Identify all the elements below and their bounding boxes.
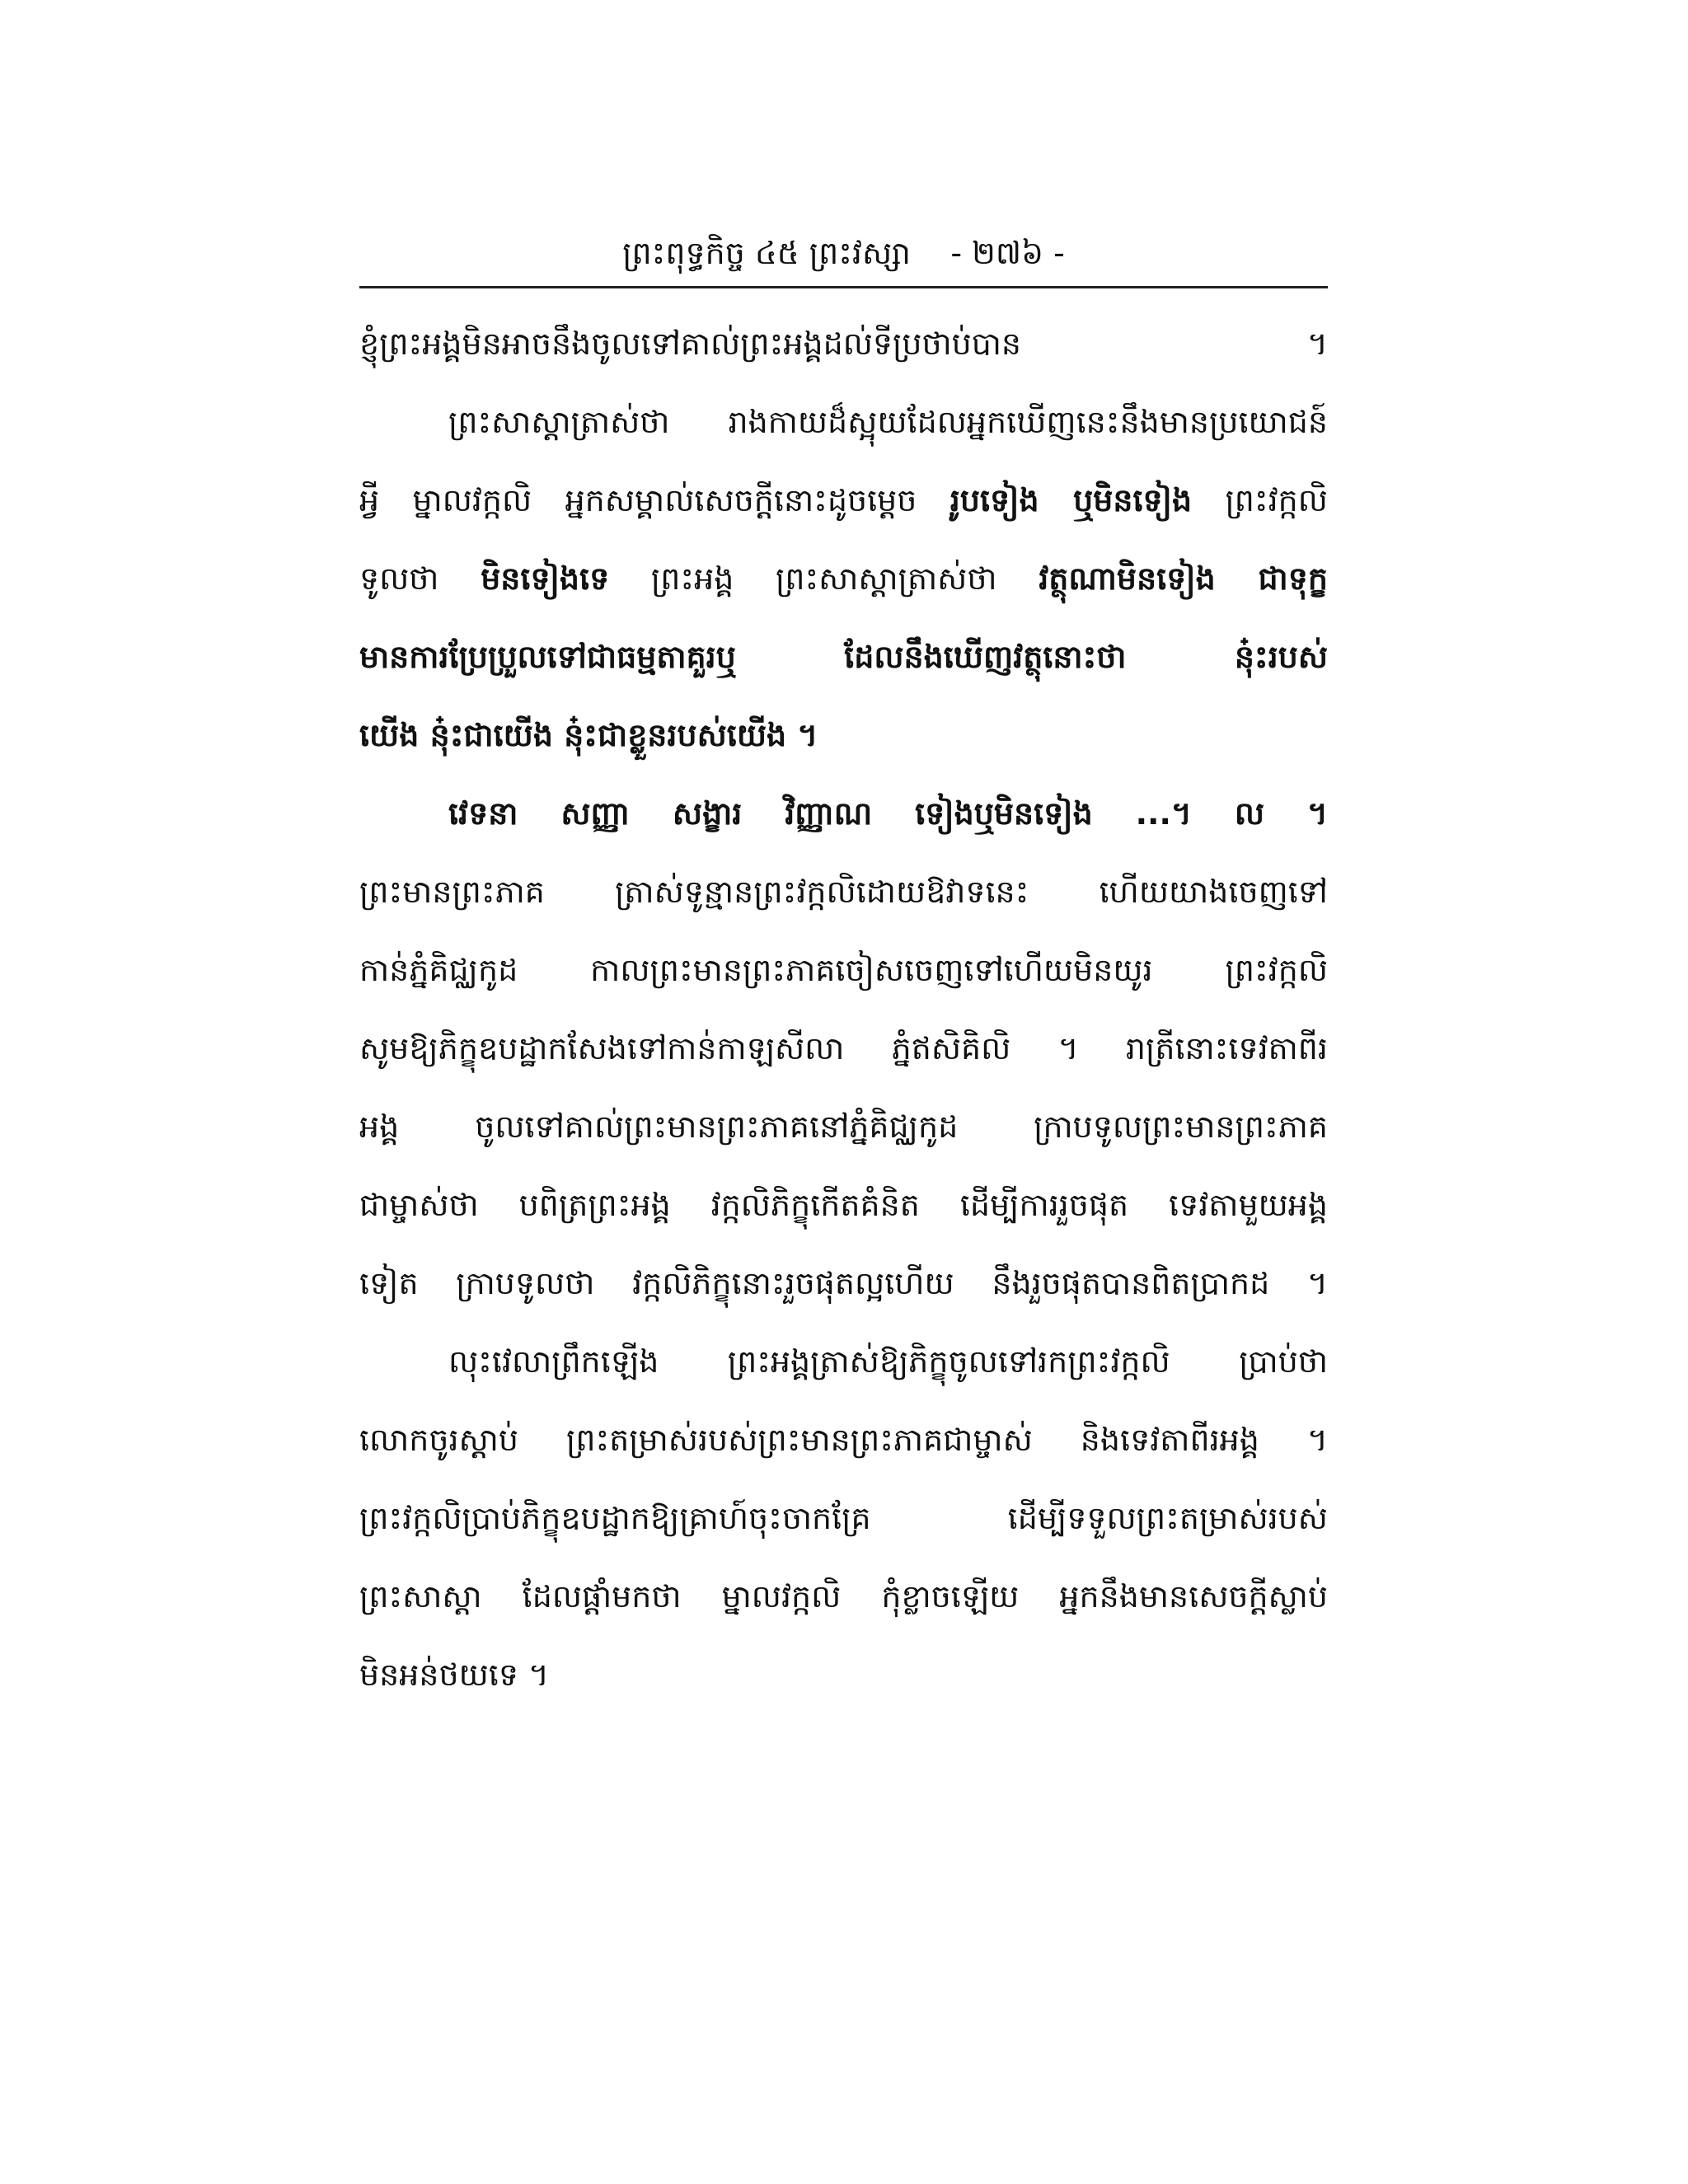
text-line [359,618,1328,696]
bold-text-segment: យើង នុ៎ះជាយើង នុ៎ះជាខ្លួនរបស់យើង ។ [359,717,818,753]
text-line [359,1088,1328,1166]
text-segment: ព្រះអង្គ ព្រះសាស្តាត្រាស់ថា [609,560,1039,597]
text-segment: លោកចូរស្តាប់ ព្រះតម្រាស់របស់ព្រះមានព្រះភាគជាម្ចាស់ និងទេវតាពីរអង្គ ។ [359,1422,1328,1458]
text-line [359,1636,1328,1714]
text-line [359,696,1328,775]
text-line [359,1244,1328,1323]
text-line [359,1166,1328,1244]
bold-text-segment: រូបទៀង ឬមិនទៀង [950,482,1193,518]
bold-text-segment: មានការប្រែប្រួលទៅជាធម្មតាគួរឬ ដែលនឹងឃើញវត្ថុនោះថា នុ៎ះរបស់ [359,639,1328,675]
text-segment: ព្រះមានព្រះភាគ ត្រាស់ទូន្មានព្រះវក្កលិដោយឱវាទនេះ ហើយយាងចេញទៅ [359,874,1328,910]
text-line [359,931,1328,1010]
text-line [359,305,1328,383]
text-line [359,1401,1328,1479]
text-segment: អ្វី ម្នាលវក្កលិ អ្នកសម្គាល់សេចក្តីនោះដូចម្តេច [359,482,950,518]
text-segment: អង្គ ចូលទៅគាល់ព្រះមានព្រះភាគនៅភ្នំគិជ្ឈកូដ ក្រាបទូលព្រះមានព្រះភាគ [359,1108,1328,1145]
text-segment: ជាម្ចាស់ថា បពិត្រព្រះអង្គ វក្កលិភិក្ខុកើតគំនិត ដើម្បីការរួចផុត ទេវតាមួយអង្គ [359,1187,1328,1223]
bold-text-segment: មិនទៀងទេ [481,560,610,597]
text-segment: កាន់ភ្នំគិជ្ឈកូដ កាលព្រះមានព្រះភាគចៀសចេញទៅហើយមិនយូរ ព្រះវក្កលិ [359,952,1328,988]
text-segment: ព្រះវក្កលិ [1192,482,1328,518]
text-line [359,853,1328,931]
text-line [359,1323,1328,1401]
text-segment: មិនអន់ថយទេ ។ [359,1657,550,1693]
text-segment: ព្រះសាស្តាត្រាស់ថា រាងកាយដ៏ស្អុយដែលអ្នកឃើញនេះនឹងមានប្រយោជន៍ [448,404,1328,440]
bold-text-segment: វត្ថុណាមិនទៀង ជាទុក្ខ [1039,560,1328,597]
text-segment: ព្រះសាស្តា ដែលផ្តាំមកថា ម្នាលវក្កលិ កុំខ្លាចឡើយ អ្នកនឹងមានសេចក្តីស្លាប់ [359,1578,1328,1615]
running-header [359,224,1328,282]
text-segment: សូមឱ្យភិក្ខុឧបដ្ឋាកសែងទៅកាន់កាឡសីលា ភ្នំឥសិគិលិ ។ រាត្រីនោះទេវតាពីរ [359,1030,1328,1066]
text-line [359,1558,1328,1636]
text-line [359,540,1328,618]
text-line [359,1479,1328,1558]
text-segment: ទៀត ក្រាបទូលថា វក្កលិភិក្ខុនោះរួចផុតល្អហើយ នឹងរួចផុតបានពិតប្រាកដ ។ [359,1265,1328,1301]
text-segment: ខ្ញុំព្រះអង្គមិនអាចនឹងចូលទៅគាល់ព្រះអង្គដល់ទីប្រថាប់បាន ។ [359,326,1328,362]
text-line [359,462,1328,540]
header-rule [359,286,1328,288]
text-line [359,1010,1328,1088]
text-line [359,383,1328,462]
bold-text-segment: វេទនា សញ្ញា សង្ខារ វិញ្ញាណ ទៀងឬមិនទៀង ...។ ល ។ [448,795,1328,832]
page-number: - ២៧៦ - [950,235,1065,271]
book-title: ព្រះពុទ្ធកិច្ច ៤៥ ព្រះវស្សា [622,235,911,271]
text-segment: ទូលថា [359,560,481,597]
body-text [359,305,1328,1714]
text-segment: លុះវេលាព្រឹកឡើង ព្រះអង្គត្រាស់ឱ្យភិក្ខុចូលទៅរកព្រះវក្កលិ ប្រាប់ថា [448,1343,1328,1380]
text-line [359,775,1328,853]
text-segment: ព្រះវក្កលិប្រាប់ភិក្ខុឧបដ្ឋាកឱ្យគ្រាហ៍ចុះចាកគ្រែ ដើម្បីទទួលព្រះតម្រាស់របស់ [359,1500,1328,1536]
